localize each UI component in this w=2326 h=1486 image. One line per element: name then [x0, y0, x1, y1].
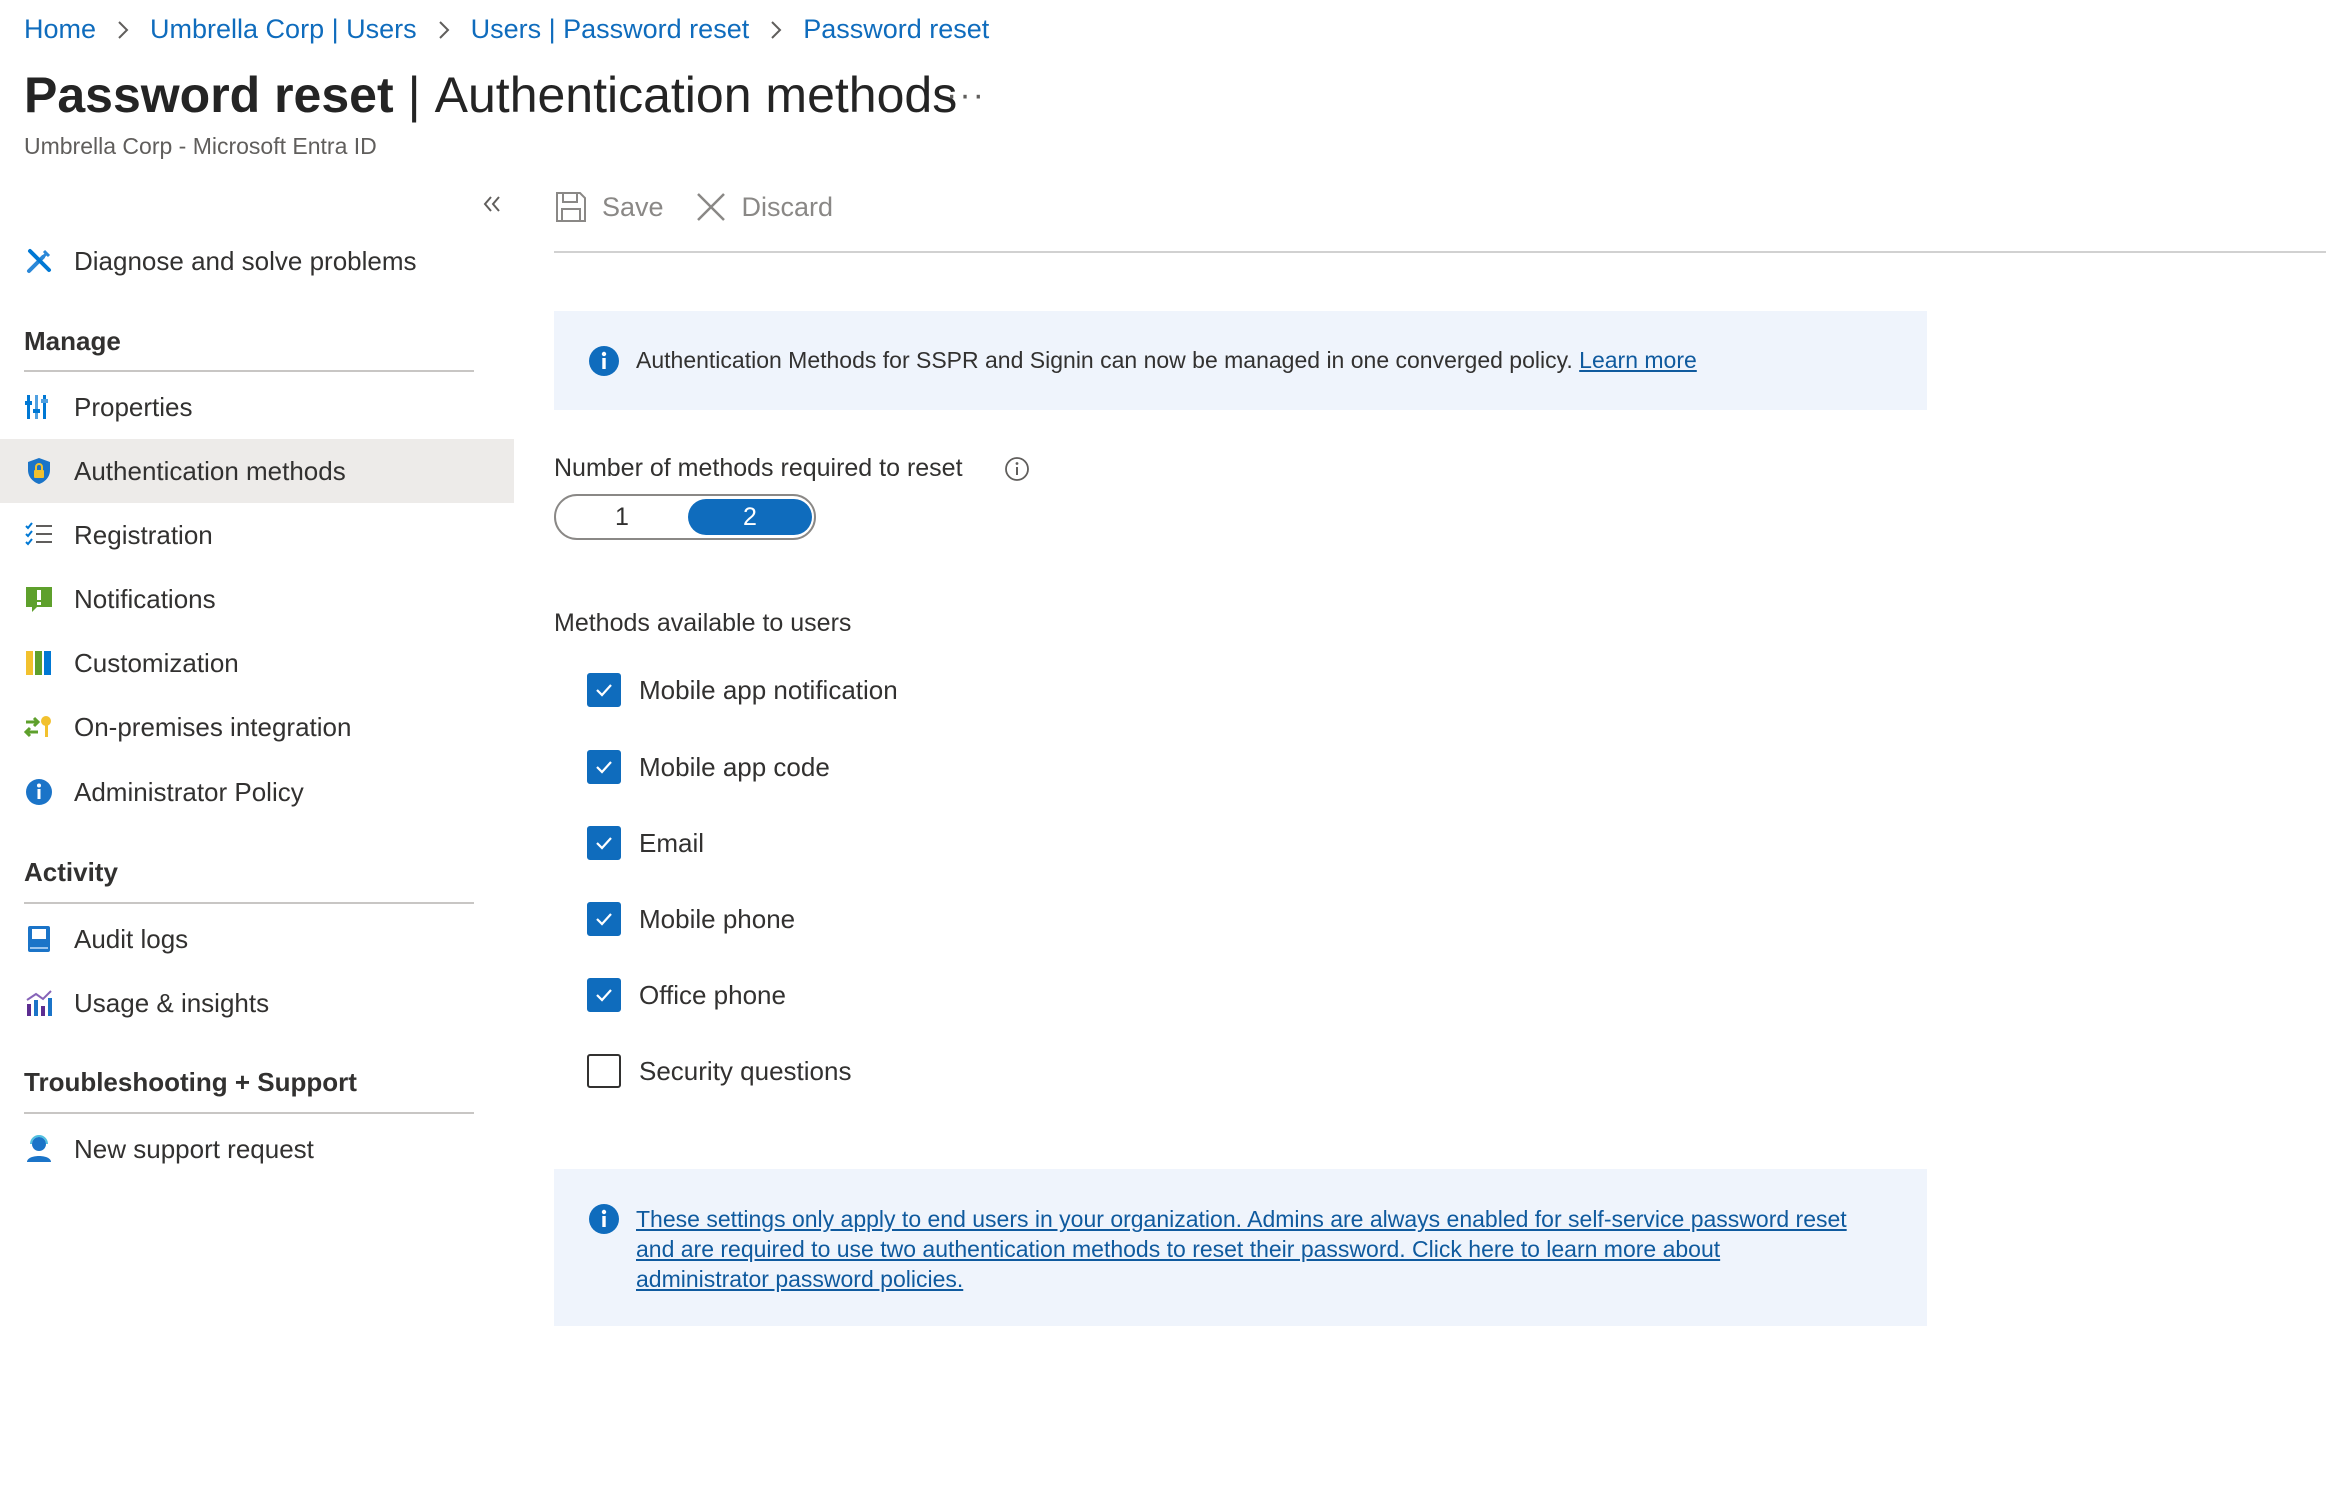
page-subtitle: Umbrella Corp - Microsoft Entra ID	[24, 133, 377, 159]
breadcrumb-users[interactable]: Umbrella Corp | Users	[150, 14, 417, 44]
checkbox-checked[interactable]	[587, 826, 621, 860]
info-banner-converged-policy	[554, 311, 1927, 410]
method-mobile-phone[interactable]	[587, 902, 795, 936]
admin-policy-link-line-3[interactable]: administrator password policies.	[636, 1266, 964, 1292]
method-label: Mobile phone	[639, 903, 796, 934]
sidebar-item-new-support-request[interactable]	[0, 1117, 514, 1181]
info-banner-text	[636, 345, 1697, 375]
double-chevron-left-icon[interactable]	[478, 190, 506, 218]
sidebar-divider	[24, 370, 474, 372]
sidebar-item-label: Notifications	[74, 583, 216, 614]
sidebar-item-diagnose[interactable]	[0, 229, 514, 293]
sidebar-item-label: Administrator Policy	[74, 776, 304, 807]
notification-alert-icon	[24, 584, 54, 614]
wrench-screwdriver-icon	[24, 246, 54, 276]
checkmark-icon	[593, 756, 615, 778]
sidebar-item-label: New support request	[74, 1133, 314, 1164]
shield-lock-icon	[24, 456, 54, 486]
sidebar-item-administrator-policy[interactable]	[0, 760, 514, 824]
methods-required-option-2[interactable]: 2	[688, 499, 812, 535]
page-title-section: Authentication methods	[434, 67, 958, 123]
sidebar-header-troubleshooting: Troubleshooting + Support	[24, 1067, 357, 1097]
info-icon	[588, 345, 620, 377]
sync-key-icon	[24, 712, 54, 742]
sidebar-item-audit-logs[interactable]	[0, 907, 514, 971]
sidebar-item-notifications[interactable]	[0, 567, 514, 631]
checkbox-checked[interactable]	[587, 673, 621, 707]
checkbox-checked[interactable]	[587, 978, 621, 1012]
breadcrumb	[24, 14, 989, 45]
more-options-button[interactable]: ···	[946, 76, 986, 114]
sidebar-item-label: Authentication methods	[74, 455, 346, 486]
insights-chart-icon	[24, 988, 54, 1018]
checkbox-checked[interactable]	[587, 902, 621, 936]
sidebar-header-manage: Manage	[24, 326, 121, 356]
page-title-separator: |	[407, 67, 421, 123]
info-icon	[24, 777, 54, 807]
sidebar-item-label: Audit logs	[74, 923, 189, 954]
methods-available-label: Methods available to users	[554, 609, 852, 637]
checkbox-unchecked[interactable]	[587, 1054, 621, 1088]
method-label: Email	[639, 827, 705, 858]
method-security-questions[interactable]	[587, 1054, 851, 1088]
admin-policy-link-line-2[interactable]: and are required to use two authentication methods to reset their password. Click here to learn more about	[636, 1236, 1721, 1262]
sidebar-divider	[24, 902, 474, 904]
sidebar-item-label: On-premises integration	[74, 711, 352, 742]
sidebar-item-label: Usage & insights	[74, 987, 270, 1018]
learn-more-link[interactable]: Learn more	[1579, 347, 1697, 373]
support-person-icon	[24, 1134, 54, 1164]
checkmark-icon	[593, 908, 615, 930]
command-bar-divider	[554, 251, 2326, 253]
method-label: Mobile app code	[639, 751, 830, 782]
audit-log-book-icon	[24, 924, 54, 954]
checkmark-icon	[593, 832, 615, 854]
checklist-icon	[24, 520, 54, 550]
sidebar-item-customization[interactable]	[0, 631, 514, 695]
save-button[interactable]	[554, 190, 664, 224]
admin-policy-link-line-1[interactable]: These settings only apply to end users in your organization. Admins are always enabled for self-service password reset	[636, 1206, 1847, 1232]
sidebar-item-label: Properties	[74, 391, 193, 422]
chevron-right-icon	[761, 15, 791, 45]
checkmark-icon	[593, 679, 615, 701]
checkbox-checked[interactable]	[587, 750, 621, 784]
save-icon	[554, 190, 588, 224]
properties-icon	[24, 392, 54, 422]
sidebar-item-label: Diagnose and solve problems	[74, 245, 417, 276]
method-label: Mobile app notification	[639, 674, 898, 705]
discard-label: Discard	[741, 191, 834, 222]
info-tooltip-icon[interactable]	[1003, 455, 1031, 483]
sidebar-item-registration[interactable]	[0, 503, 514, 567]
page-title-main: Password reset	[24, 67, 394, 123]
save-label: Save	[602, 191, 664, 222]
method-office-phone[interactable]	[587, 978, 786, 1012]
methods-required-label: Number of methods required to reset	[554, 454, 963, 482]
sidebar-item-label: Customization	[74, 647, 239, 678]
sidebar-item-label: Registration	[74, 519, 213, 550]
sidebar-item-on-premises-integration[interactable]	[0, 695, 514, 759]
chevron-right-icon	[429, 15, 459, 45]
sidebar-item-authentication-methods[interactable]	[0, 439, 514, 503]
close-icon	[694, 190, 728, 224]
breadcrumb-password-reset[interactable]: Password reset	[803, 14, 990, 44]
info-banner-admin-policy	[554, 1169, 1927, 1326]
methods-required-toggle	[554, 494, 816, 540]
sidebar-divider	[24, 1112, 474, 1114]
method-label: Security questions	[639, 1055, 852, 1086]
method-mobile-app-notification[interactable]	[587, 673, 898, 707]
method-mobile-app-code[interactable]	[587, 750, 830, 784]
sidebar-header-activity: Activity	[24, 857, 118, 887]
page-title	[24, 66, 957, 124]
info-icon	[588, 1203, 620, 1235]
command-bar	[554, 190, 863, 224]
admin-policy-link[interactable]	[636, 1204, 1847, 1294]
method-email[interactable]	[587, 826, 704, 860]
breadcrumb-users-password-reset[interactable]: Users | Password reset	[470, 14, 750, 44]
checkmark-icon	[593, 984, 615, 1006]
methods-required-option-1[interactable]: 1	[615, 502, 629, 531]
sidebar-item-properties[interactable]	[0, 375, 514, 439]
sidebar-item-usage-insights[interactable]	[0, 971, 514, 1035]
breadcrumb-home[interactable]: Home	[24, 14, 97, 44]
discard-button[interactable]	[694, 190, 834, 224]
customization-icon	[24, 648, 54, 678]
info-banner-message: Authentication Methods for SSPR and Signin can now be managed in one converged policy.	[636, 347, 1580, 373]
method-label: Office phone	[639, 979, 786, 1010]
chevron-right-icon	[108, 15, 138, 45]
